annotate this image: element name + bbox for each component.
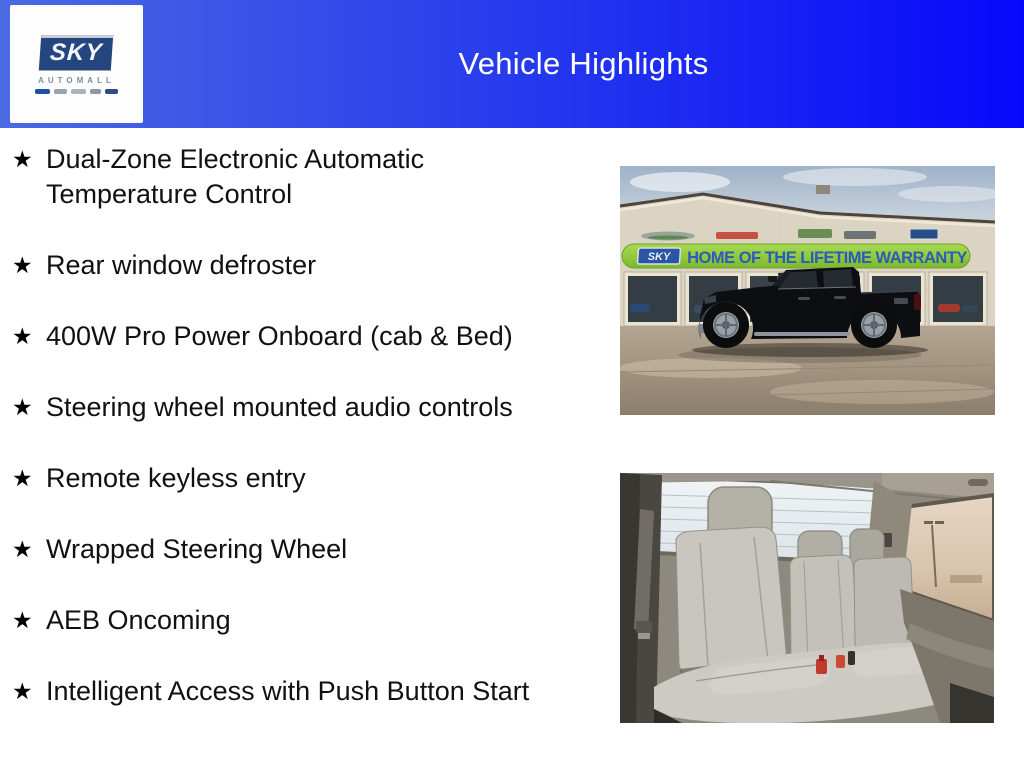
feature-text: Wrapped Steering Wheel bbox=[46, 534, 348, 564]
feature-item bbox=[12, 319, 592, 354]
star-bullet-icon: ★ bbox=[12, 465, 33, 491]
feature-text: AEB Oncoming bbox=[46, 605, 231, 635]
feature-item bbox=[12, 142, 592, 212]
star-bullet-icon: ★ bbox=[12, 323, 33, 349]
star-bullet-icon: ★ bbox=[12, 536, 33, 562]
sky-logo-text: SKY bbox=[49, 38, 104, 66]
page-title: Vehicle Highlights bbox=[458, 46, 709, 81]
left-pillar bbox=[620, 473, 662, 723]
star-bullet-icon: ★ bbox=[12, 607, 33, 633]
header-bar bbox=[0, 0, 1024, 128]
interior-photo bbox=[620, 473, 994, 723]
feature-item bbox=[12, 248, 592, 283]
feature-text: Steering wheel mounted audio controls bbox=[46, 392, 513, 422]
feature-text: Intelligent Access with Push Button Start bbox=[46, 676, 530, 706]
dodge-logo-icon bbox=[71, 89, 86, 94]
features-list bbox=[12, 142, 592, 745]
feature-text: Remote keyless entry bbox=[46, 463, 306, 493]
feature-item bbox=[12, 603, 592, 638]
star-bullet-icon: ★ bbox=[12, 678, 33, 704]
feature-item bbox=[12, 674, 592, 709]
jeep-logo-icon bbox=[90, 89, 101, 94]
warranty-banner bbox=[622, 244, 970, 268]
exterior-photo-svg bbox=[620, 166, 995, 415]
interior-photo-svg bbox=[620, 473, 994, 723]
chrysler-logo-icon bbox=[54, 89, 67, 94]
sky-logo-box bbox=[39, 35, 114, 71]
dealer-logo bbox=[10, 5, 143, 123]
automall-label: AUTOMALL bbox=[38, 75, 115, 85]
star-bullet-icon: ★ bbox=[12, 394, 33, 420]
parking-lot bbox=[620, 326, 995, 415]
feature-item bbox=[12, 532, 592, 567]
banner-sky-logo: SKY bbox=[647, 251, 671, 263]
feature-item bbox=[12, 390, 592, 425]
feature-text: Dual-Zone Electronic Automatic Temperature Control bbox=[46, 144, 425, 209]
oem-logos bbox=[35, 89, 118, 94]
grab-handle bbox=[968, 479, 988, 486]
ram-logo-icon bbox=[105, 89, 118, 94]
feature-text: 400W Pro Power Onboard (cab & Bed) bbox=[46, 321, 513, 351]
feature-item bbox=[12, 461, 592, 496]
star-bullet-icon: ★ bbox=[12, 146, 33, 172]
star-bullet-icon: ★ bbox=[12, 252, 33, 278]
ford-logo-icon bbox=[35, 89, 50, 94]
banner-text: HOME OF THE LIFETIME WARRANTY bbox=[687, 249, 967, 267]
feature-text: Rear window defroster bbox=[46, 250, 317, 280]
exterior-photo bbox=[620, 166, 995, 415]
